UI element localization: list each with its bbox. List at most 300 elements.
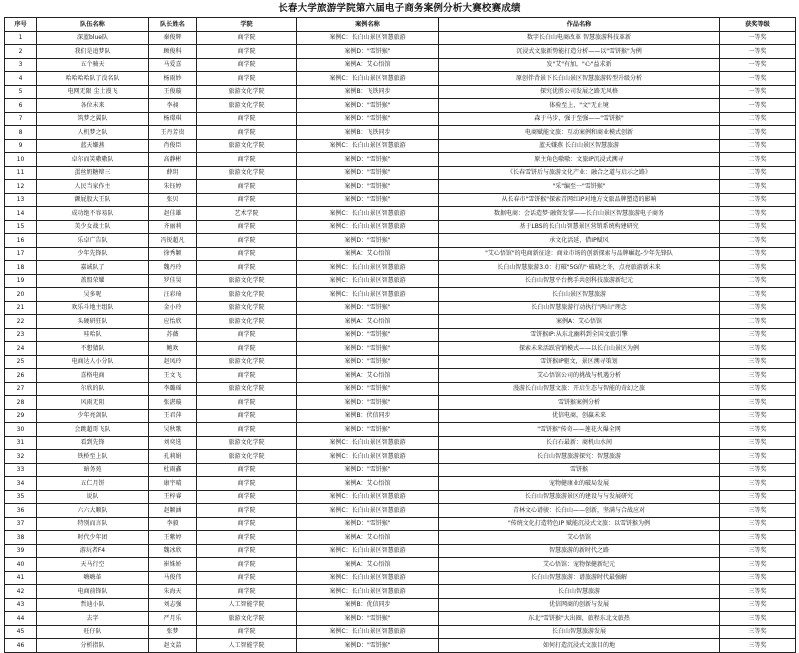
cell-no: 41	[5, 571, 37, 585]
cell-college: 商学院	[197, 585, 297, 599]
cell-team: 天马行空	[37, 558, 149, 572]
cell-college: 商学院	[197, 180, 297, 194]
table-row	[5, 31, 796, 45]
table-row	[5, 625, 796, 639]
cell-team: 人机梦之队	[37, 126, 149, 140]
cell-leader: 王紫婷	[149, 531, 197, 545]
cell-case: 案例D："雪饼猴"	[297, 45, 439, 59]
cell-team: 铁桥至上队	[37, 450, 149, 464]
cell-award: 三等奖	[720, 477, 796, 491]
table-row	[5, 639, 796, 653]
table-row	[5, 369, 796, 383]
cell-team: 颤屁股大王队	[37, 193, 149, 207]
cell-award: 三等奖	[720, 544, 796, 558]
cell-award: 二等奖	[720, 153, 796, 167]
cell-no: 38	[5, 531, 37, 545]
cell-leader: 朱海天	[149, 585, 197, 599]
table-row	[5, 45, 796, 59]
cell-no: 13	[5, 193, 37, 207]
cell-no: 10	[5, 153, 37, 167]
table-row	[5, 355, 796, 369]
cell-case: 案例C：长白山景区智慧旅游	[297, 450, 439, 464]
cell-no: 33	[5, 463, 37, 477]
cell-team: 美少女战士队	[37, 220, 149, 234]
table-row	[5, 504, 796, 518]
cell-award: 一等奖	[720, 31, 796, 45]
cell-award: 二等奖	[720, 180, 796, 194]
cell-no: 9	[5, 139, 37, 153]
cell-team: 喜格电商	[37, 369, 149, 383]
cell-leader: 杨璟琪	[149, 112, 197, 126]
cell-college: 旅游文化学院	[197, 382, 297, 396]
table-row	[5, 112, 796, 126]
cell-award: 三等奖	[720, 369, 796, 383]
cell-college: 旅游文化学院	[197, 85, 297, 99]
cell-work: 电商赋能文旅：互动案例和商业模式创新	[439, 126, 720, 140]
cell-work: 体验至上，"文"无止境	[439, 99, 720, 113]
table-row	[5, 612, 796, 626]
cell-no: 8	[5, 126, 37, 140]
table-row	[5, 544, 796, 558]
cell-case: 案例C：长白山景区智慧旅游	[297, 274, 439, 288]
header-case: 案例名称	[297, 18, 439, 32]
cell-no: 3	[5, 58, 37, 72]
cell-team: 看到先锋	[37, 436, 149, 450]
cell-case: 案例D："雪饼猴"	[297, 166, 439, 180]
cell-case: 案例C：长白山景区智慧旅游	[297, 504, 439, 518]
cell-leader: 刘志强	[149, 598, 197, 612]
cell-award: 三等奖	[720, 612, 796, 626]
cell-case: 案例B：飞铁同步	[297, 126, 439, 140]
cell-work: 基于LBS的长白山智慧景区营销系统构建研究	[439, 220, 720, 234]
cell-leader: 马俊伟	[149, 571, 197, 585]
cell-case: 案例A：艾心悟馆	[297, 477, 439, 491]
table-row	[5, 436, 796, 450]
table-row	[5, 517, 796, 531]
cell-leader: 汪彩琦	[149, 288, 197, 302]
cell-award: 三等奖	[720, 450, 796, 464]
cell-team: 说队	[37, 490, 149, 504]
table-row	[5, 315, 796, 329]
cell-work: 雪饼猴案例分析	[439, 396, 720, 410]
cell-no: 24	[5, 342, 37, 356]
cell-leader: 康宇晴	[149, 477, 197, 491]
cell-award: 三等奖	[720, 463, 796, 477]
cell-leader: 徐秀颖	[149, 247, 197, 261]
table-row	[5, 139, 796, 153]
cell-case: 案例D："雪饼猴"	[297, 612, 439, 626]
cell-no: 11	[5, 166, 37, 180]
cell-leader: 严月乐	[149, 612, 197, 626]
header-team: 队伍名称	[37, 18, 149, 32]
cell-team: 特别而言队	[37, 517, 149, 531]
cell-case: 案例C：长白山景区智慧旅游	[297, 625, 439, 639]
document-title: 长春大学旅游学院第六届电子商务案例分析大赛校赛成绩	[278, 3, 521, 14]
cell-leader: 马爱喜	[149, 58, 197, 72]
cell-work: 数据电商：会话造梦·融资发掌——长白山景区智慧旅游电子商务	[439, 207, 720, 221]
cell-team: 旺仔队	[37, 625, 149, 639]
cell-award: 三等奖	[720, 639, 796, 653]
table-row	[5, 409, 796, 423]
cell-college: 旅游文化学院	[197, 315, 297, 329]
cell-case: 案例A：艾心悟馆	[297, 58, 439, 72]
cell-team: 暗务苑	[37, 463, 149, 477]
cell-college: 商学院	[197, 193, 297, 207]
cell-case: 案例D："雪饼猴"	[297, 153, 439, 167]
cell-college: 商学院	[197, 490, 297, 504]
cell-college: 艺术学院	[197, 207, 297, 221]
cell-team: 分析指队	[37, 639, 149, 653]
cell-work: 雪饼猴	[439, 463, 720, 477]
cell-team: 哇哈队	[37, 328, 149, 342]
cell-team: 吴多呢	[37, 288, 149, 302]
cell-award: 二等奖	[720, 220, 796, 234]
cell-leader: 齐丽莉	[149, 220, 197, 234]
cell-work: 探索未来活跃营销模式——以长白山景区为例	[439, 342, 720, 356]
cell-leader: 赵佳雄	[149, 207, 197, 221]
cell-leader: 王文飞	[149, 369, 197, 383]
table-row	[5, 558, 796, 572]
cell-leader: 魏冰欣	[149, 544, 197, 558]
cell-award: 二等奖	[720, 288, 796, 302]
cell-case: 案例A：艾心悟馆	[297, 247, 439, 261]
cell-team: 少年亮剑队	[37, 409, 149, 423]
cell-college: 旅游文化学院	[197, 166, 297, 180]
cell-leader: 赵颖涵	[149, 504, 197, 518]
table-row	[5, 85, 796, 99]
cell-work: 青林文心谱骏：长白山——创新，坚满与合战应对	[439, 504, 720, 518]
cell-case: 案例D："雪饼猴"	[297, 328, 439, 342]
cell-award: 三等奖	[720, 558, 796, 572]
cell-no: 20	[5, 288, 37, 302]
cell-award: 二等奖	[720, 247, 796, 261]
cell-leader: 王君萍	[149, 409, 197, 423]
cell-work: 宠物健康业的破局发展	[439, 477, 720, 491]
cell-case: 案例C：长白山景区智慧旅游	[297, 544, 439, 558]
cell-case: 案例C：长白山景区智慧旅游	[297, 571, 439, 585]
cell-award: 三等奖	[720, 571, 796, 585]
cell-case: 案例D："雪饼猴"	[297, 396, 439, 410]
results-table	[4, 17, 796, 653]
cell-case: 案例D："雪饼猴"	[297, 99, 439, 113]
cell-award: 一等奖	[720, 85, 796, 99]
cell-case: 案例D："雪饼猴"	[297, 193, 439, 207]
cell-college: 商学院	[197, 220, 297, 234]
cell-leader: 赵文喆	[149, 639, 197, 653]
cell-award: 二等奖	[720, 193, 796, 207]
cell-work: 森于马步，强于至强——"雪饼猴"	[439, 112, 720, 126]
cell-no: 2	[5, 45, 37, 59]
cell-college: 商学院	[197, 517, 297, 531]
cell-college: 商学院	[197, 72, 297, 86]
cell-award: 三等奖	[720, 517, 796, 531]
cell-team: 哲迪小队	[37, 598, 149, 612]
cell-no: 40	[5, 558, 37, 572]
cell-work: "雪饼猴"传奇——莲花火爆全网	[439, 423, 720, 437]
cell-case: 案例D："雪饼猴"	[297, 301, 439, 315]
cell-no: 32	[5, 450, 37, 464]
cell-case: 案例A：艾心悟馆	[297, 369, 439, 383]
cell-no: 21	[5, 301, 37, 315]
cell-leader: 李昶	[149, 99, 197, 113]
cell-no: 28	[5, 396, 37, 410]
cell-no: 17	[5, 247, 37, 261]
cell-team: 嘉诚队了	[37, 261, 149, 275]
cell-college: 旅游文化学院	[197, 139, 297, 153]
cell-no: 27	[5, 382, 37, 396]
cell-leader: 李璐瑶	[149, 382, 197, 396]
cell-work: 长白山智慧旅游探究：智慧旅游	[439, 450, 720, 464]
cell-work: 东北"雪饼猴"大出圈，旅程东北文旅热	[439, 612, 720, 626]
cell-award: 二等奖	[720, 274, 796, 288]
cell-no: 31	[5, 436, 37, 450]
cell-college: 人工智能学院	[197, 598, 297, 612]
cell-award: 三等奖	[720, 490, 796, 504]
cell-case: 案例D："雪饼猴"	[297, 180, 439, 194]
cell-case: 案例C：长白山景区智慧旅游	[297, 31, 439, 45]
cell-no: 25	[5, 355, 37, 369]
cell-award: 三等奖	[720, 409, 796, 423]
cell-work: "艾心悟馆"的电商新征途：商业市场的创新探索与品牌崛起-少年先锋队	[439, 247, 720, 261]
cell-team: 电网无限 尘土漫飞	[37, 85, 149, 99]
table-row	[5, 342, 796, 356]
cell-no: 39	[5, 544, 37, 558]
cell-team: 电商达人小分队	[37, 355, 149, 369]
cell-award: 二等奖	[720, 261, 796, 275]
cell-work: 原创伴背景下长白山景区智慧旅游转型升级分析	[439, 72, 720, 86]
cell-case: 案例B：伏信同步	[297, 409, 439, 423]
cell-college: 旅游文化学院	[197, 99, 297, 113]
cell-work: 蓝天嫌燕 长白山景区智慧旅游	[439, 139, 720, 153]
cell-case: 案例C：长白山景区智慧旅游	[297, 261, 439, 275]
cell-case: 案例A：艾心悟馆	[297, 531, 439, 545]
cell-college: 旅游文化学院	[197, 436, 297, 450]
cell-team: 蓝天嫌燕	[37, 139, 149, 153]
cell-award: 三等奖	[720, 625, 796, 639]
table-row	[5, 382, 796, 396]
cell-college: 商学院	[197, 31, 297, 45]
cell-case: 案例B：飞铁同步	[297, 85, 439, 99]
cell-leader: 张梦	[149, 625, 197, 639]
cell-award: 三等奖	[720, 396, 796, 410]
cell-case: 案例D："雪饼猴"	[297, 639, 439, 653]
cell-work: 艾心悟馆：宠物保健新纪元	[439, 558, 720, 572]
cell-award: 一等奖	[720, 99, 796, 113]
cell-no: 43	[5, 598, 37, 612]
cell-work: 漫游长白山智慧文旅：开启生态与智能的奇幻之旅	[439, 382, 720, 396]
cell-no: 19	[5, 274, 37, 288]
cell-award: 二等奖	[720, 207, 796, 221]
cell-team: 尔欣的队	[37, 382, 149, 396]
table-body	[5, 31, 796, 652]
cell-team: 头硬研狂队	[37, 315, 149, 329]
cell-award: 一等奖	[720, 45, 796, 59]
cell-work: 长白山智慧旅游	[439, 585, 720, 599]
cell-no: 15	[5, 220, 37, 234]
cell-college: 商学院	[197, 234, 297, 248]
cell-case: 案例C：长白山景区智慧旅游	[297, 207, 439, 221]
header-award: 获奖等级	[720, 18, 796, 32]
cell-college: 商学院	[197, 531, 297, 545]
header-work: 作品名称	[439, 18, 720, 32]
cell-case: 案例D："雪饼猴"	[297, 382, 439, 396]
cell-college: 旅游文化学院	[197, 301, 297, 315]
cell-work: 发"艾"有加，"心"益求新	[439, 58, 720, 72]
cell-college: 商学院	[197, 342, 297, 356]
cell-award: 二等奖	[720, 315, 796, 329]
table-row	[5, 598, 796, 612]
cell-work: 长白石最新：商机山水间	[439, 436, 720, 450]
cell-leader: 张湛璇	[149, 396, 197, 410]
table-row	[5, 396, 796, 410]
cell-no: 34	[5, 477, 37, 491]
cell-work: 长白山智慧旅游3.0：打破"5G的"·破晓之冬，点亮旅游新未来	[439, 261, 720, 275]
cell-case: 案例D："雪饼猴"	[297, 517, 439, 531]
cell-award: 三等奖	[720, 423, 796, 437]
cell-leader: 李毅	[149, 517, 197, 531]
cell-team: 电商前锋队	[37, 585, 149, 599]
cell-award: 三等奖	[720, 598, 796, 612]
cell-award: 三等奖	[720, 342, 796, 356]
cell-award: 二等奖	[720, 126, 796, 140]
table-row	[5, 571, 796, 585]
cell-team: 卓尔而笑嗷嗷队	[37, 153, 149, 167]
cell-award: 三等奖	[720, 504, 796, 518]
cell-work: 雪饼猴IP驱文，景区溯寻策划	[439, 355, 720, 369]
table-row	[5, 207, 796, 221]
cell-college: 旅游文化学院	[197, 450, 297, 464]
table-row	[5, 328, 796, 342]
cell-college: 商学院	[197, 504, 297, 518]
cell-college: 商学院	[197, 625, 297, 639]
cell-work: 数字长白山电商改革 智慧旅游科技革新	[439, 31, 720, 45]
cell-case: 案例D："雪饼猴"	[297, 342, 439, 356]
cell-team: 盖盟荣耀	[37, 274, 149, 288]
table-row	[5, 585, 796, 599]
cell-no: 44	[5, 612, 37, 626]
cell-leader: 赵凤玲	[149, 355, 197, 369]
cell-college: 旅游文化学院	[197, 612, 297, 626]
cell-college: 商学院	[197, 261, 297, 275]
cell-leader: 吴秋歌	[149, 423, 197, 437]
cell-college: 商学院	[197, 396, 297, 410]
cell-no: 7	[5, 112, 37, 126]
table-row	[5, 166, 796, 180]
cell-team: 不想猜队	[37, 342, 149, 356]
cell-no: 26	[5, 369, 37, 383]
cell-leader: 冯锐超凡	[149, 234, 197, 248]
header-no: 序号	[5, 18, 37, 32]
cell-no: 1	[5, 31, 37, 45]
cell-no: 22	[5, 315, 37, 329]
cell-college: 商学院	[197, 247, 297, 261]
cell-work: 探究优胜公司发展之路无风格	[439, 85, 720, 99]
cell-leader: 王梓睿	[149, 490, 197, 504]
table-row	[5, 490, 796, 504]
cell-no: 37	[5, 517, 37, 531]
cell-college: 商学院	[197, 58, 297, 72]
cell-team: 六六大顺队	[37, 504, 149, 518]
cell-work: 优信电商，创赢未来	[439, 409, 720, 423]
cell-award: 二等奖	[720, 301, 796, 315]
table-row	[5, 180, 796, 194]
cell-leader: 薛玥	[149, 166, 197, 180]
cell-college: 商学院	[197, 558, 297, 572]
cell-case: 案例D："雪饼猴"	[297, 234, 439, 248]
cell-work: 长白山景区智慧旅游	[439, 288, 720, 302]
cell-team: 时代少年团	[37, 531, 149, 545]
cell-award: 三等奖	[720, 531, 796, 545]
cell-work: 艾心悟馆	[439, 531, 720, 545]
cell-leader: 刘奕选	[149, 436, 197, 450]
cell-award: 二等奖	[720, 139, 796, 153]
cell-award: 一等奖	[720, 72, 796, 86]
cell-leader: 肖俊臣	[149, 139, 197, 153]
cell-team: 去字	[37, 612, 149, 626]
cell-work: "采"编至一"雪饼猴"	[439, 180, 720, 194]
cell-college: 商学院	[197, 369, 297, 383]
cell-leader: 崔姝娇	[149, 558, 197, 572]
cell-award: 二等奖	[720, 112, 796, 126]
table-row	[5, 261, 796, 275]
cell-team: 会跳超哥飞队	[37, 423, 149, 437]
cell-no: 46	[5, 639, 37, 653]
table-row	[5, 153, 796, 167]
cell-case: 案例C：长白山景区智慧旅游	[297, 585, 439, 599]
cell-award: 三等奖	[720, 355, 796, 369]
cell-no: 12	[5, 180, 37, 194]
cell-college: 商学院	[197, 328, 297, 342]
cell-college: 旅游文化学院	[197, 288, 297, 302]
table-row	[5, 274, 796, 288]
cell-no: 18	[5, 261, 37, 275]
cell-case: 案例C：长白山景区智慧旅游	[297, 436, 439, 450]
cell-college: 商学院	[197, 112, 297, 126]
cell-team: 筑梦之翼队	[37, 112, 149, 126]
table-row	[5, 288, 796, 302]
cell-team: 风雨无阻	[37, 396, 149, 410]
cell-leader: 鲍欢	[149, 342, 197, 356]
cell-leader: 应怡欣	[149, 315, 197, 329]
header-college: 学院	[197, 18, 297, 32]
cell-case: 案例A：艾心悟馆	[297, 315, 439, 329]
cell-award: 三等奖	[720, 436, 796, 450]
table-row	[5, 423, 796, 437]
cell-work: 长白山智慧旅游景区的建设与与发展研究	[439, 490, 720, 504]
cell-college: 商学院	[197, 477, 297, 491]
cell-work: 长白山智慧平台携手共创科技旅游新纪元	[439, 274, 720, 288]
cell-work: 艾心悟馆公司的挑战与机遇分析	[439, 369, 720, 383]
cell-college: 旅游文化学院	[197, 355, 297, 369]
table-row	[5, 477, 796, 491]
cell-leader: 苏薇	[149, 328, 197, 342]
cell-leader: 朱钰婷	[149, 180, 197, 194]
cell-work: 优信网商的创新与发展	[439, 598, 720, 612]
cell-college: 商学院	[197, 423, 297, 437]
cell-case: 案例A：艾心悟馆	[297, 558, 439, 572]
cell-leader: 罗佳昊	[149, 274, 197, 288]
cell-team: 人民当家作主	[37, 180, 149, 194]
cell-no: 16	[5, 234, 37, 248]
cell-team: 我们是追梦队	[37, 45, 149, 59]
cell-team: 少年先锋队	[37, 247, 149, 261]
table-row	[5, 301, 796, 315]
cell-no: 14	[5, 207, 37, 221]
cell-case: 案例D："雪饼猴"	[297, 355, 439, 369]
cell-case: 案例D："雪饼猴"	[297, 423, 439, 437]
cell-work: 案例A：艾心悟馆	[439, 315, 720, 329]
cell-leader: 秦俊辉	[149, 31, 197, 45]
